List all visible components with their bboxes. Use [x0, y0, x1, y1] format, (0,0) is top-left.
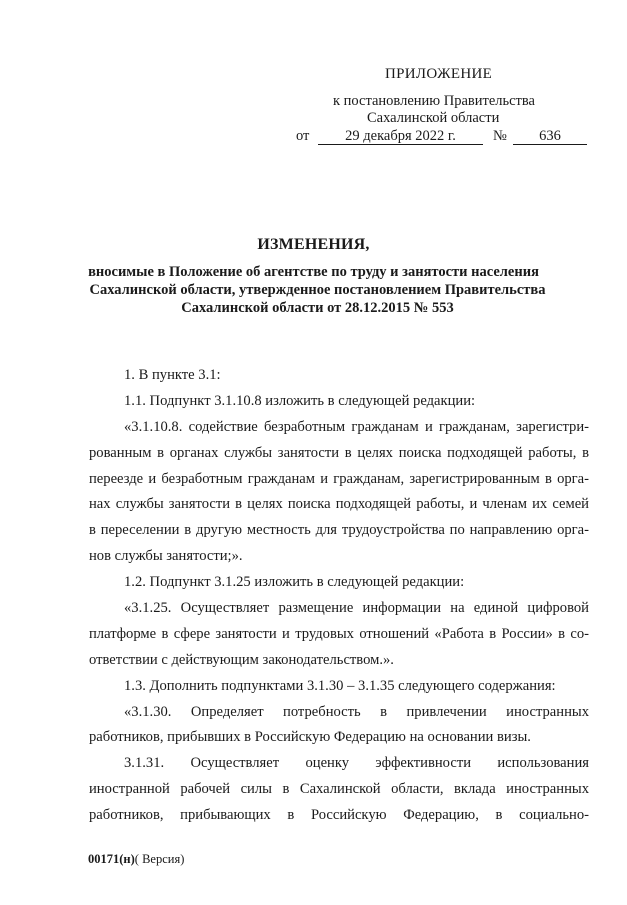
body-line: в переселении в другую местность для трудоустройства по направлению орга- — [89, 522, 589, 538]
body-line: иностранной рабочей силы в Сахалинской области, вклада иностранных — [89, 781, 589, 797]
body-line: работников, прибывших в Российскую Федерацию на основании визы. — [89, 729, 531, 745]
resolution-number: 636 — [513, 127, 587, 145]
body-line: «3.1.30. Определяет потребность в привлечении иностранных — [124, 704, 589, 720]
body-line: 1.1. Подпункт 3.1.10.8 изложить в следующей редакции: — [124, 393, 476, 409]
number-label: № — [493, 128, 507, 144]
body-line: «3.1.25. Осуществляет размещение информации на единой цифровой — [124, 600, 589, 616]
date-label: от — [296, 128, 310, 144]
footer-code: 00171(н) — [88, 852, 135, 866]
document-subtitle-line-3: Сахалинской области от 28.12.2015 № 553 — [181, 300, 454, 316]
document-title: ИЗМЕНЕНИЯ, — [257, 236, 370, 253]
appendix-to-resolution: к постановлению Правительства — [333, 93, 535, 109]
body-line: платформе в сфере занятости и трудовых отношений «Работа в России» в со- — [89, 626, 589, 642]
body-line: 1. В пункте 3.1: — [124, 367, 221, 383]
body-line: работников, прибывающих в Российскую Федерацию, в социально- — [89, 807, 589, 823]
document-subtitle-line-1: вносимые в Положение об агентстве по труду и занятости населения — [88, 264, 539, 280]
footer-version: ( Версия) — [134, 852, 185, 866]
appendix-title: ПРИЛОЖЕНИЕ — [385, 66, 493, 82]
page-footer — [88, 852, 184, 867]
body-line: рованным в органах службы занятости в целях поиска подходящей работы, в — [89, 445, 589, 461]
body-line: 1.2. Подпункт 3.1.25 изложить в следующей редакции: — [124, 574, 465, 590]
document-subtitle-line-2: Сахалинской области, утвержденное постановлением Правительства — [89, 282, 546, 298]
body-line: 1.3. Дополнить подпунктами 3.1.30 – 3.1.35 следующего содержания: — [124, 678, 556, 694]
body-line: переезде и безработным гражданам и гражданам, зарегистрированным в орга- — [89, 471, 589, 487]
body-line: 3.1.31. Осуществляет оценку эффективности использования — [124, 755, 589, 771]
resolution-date: 29 декабря 2022 г. — [318, 127, 483, 145]
body-line: ответствии с действующим законодательством.». — [89, 652, 394, 668]
body-line: нов службы занятости;». — [89, 548, 243, 564]
body-line: нах службы занятости в целях поиска подходящей работы, и членам их семей — [89, 496, 589, 512]
body-line: «3.1.10.8. содействие безработным гражданам и гражданам, зарегистри- — [124, 419, 589, 435]
appendix-region: Сахалинской области — [367, 110, 500, 126]
